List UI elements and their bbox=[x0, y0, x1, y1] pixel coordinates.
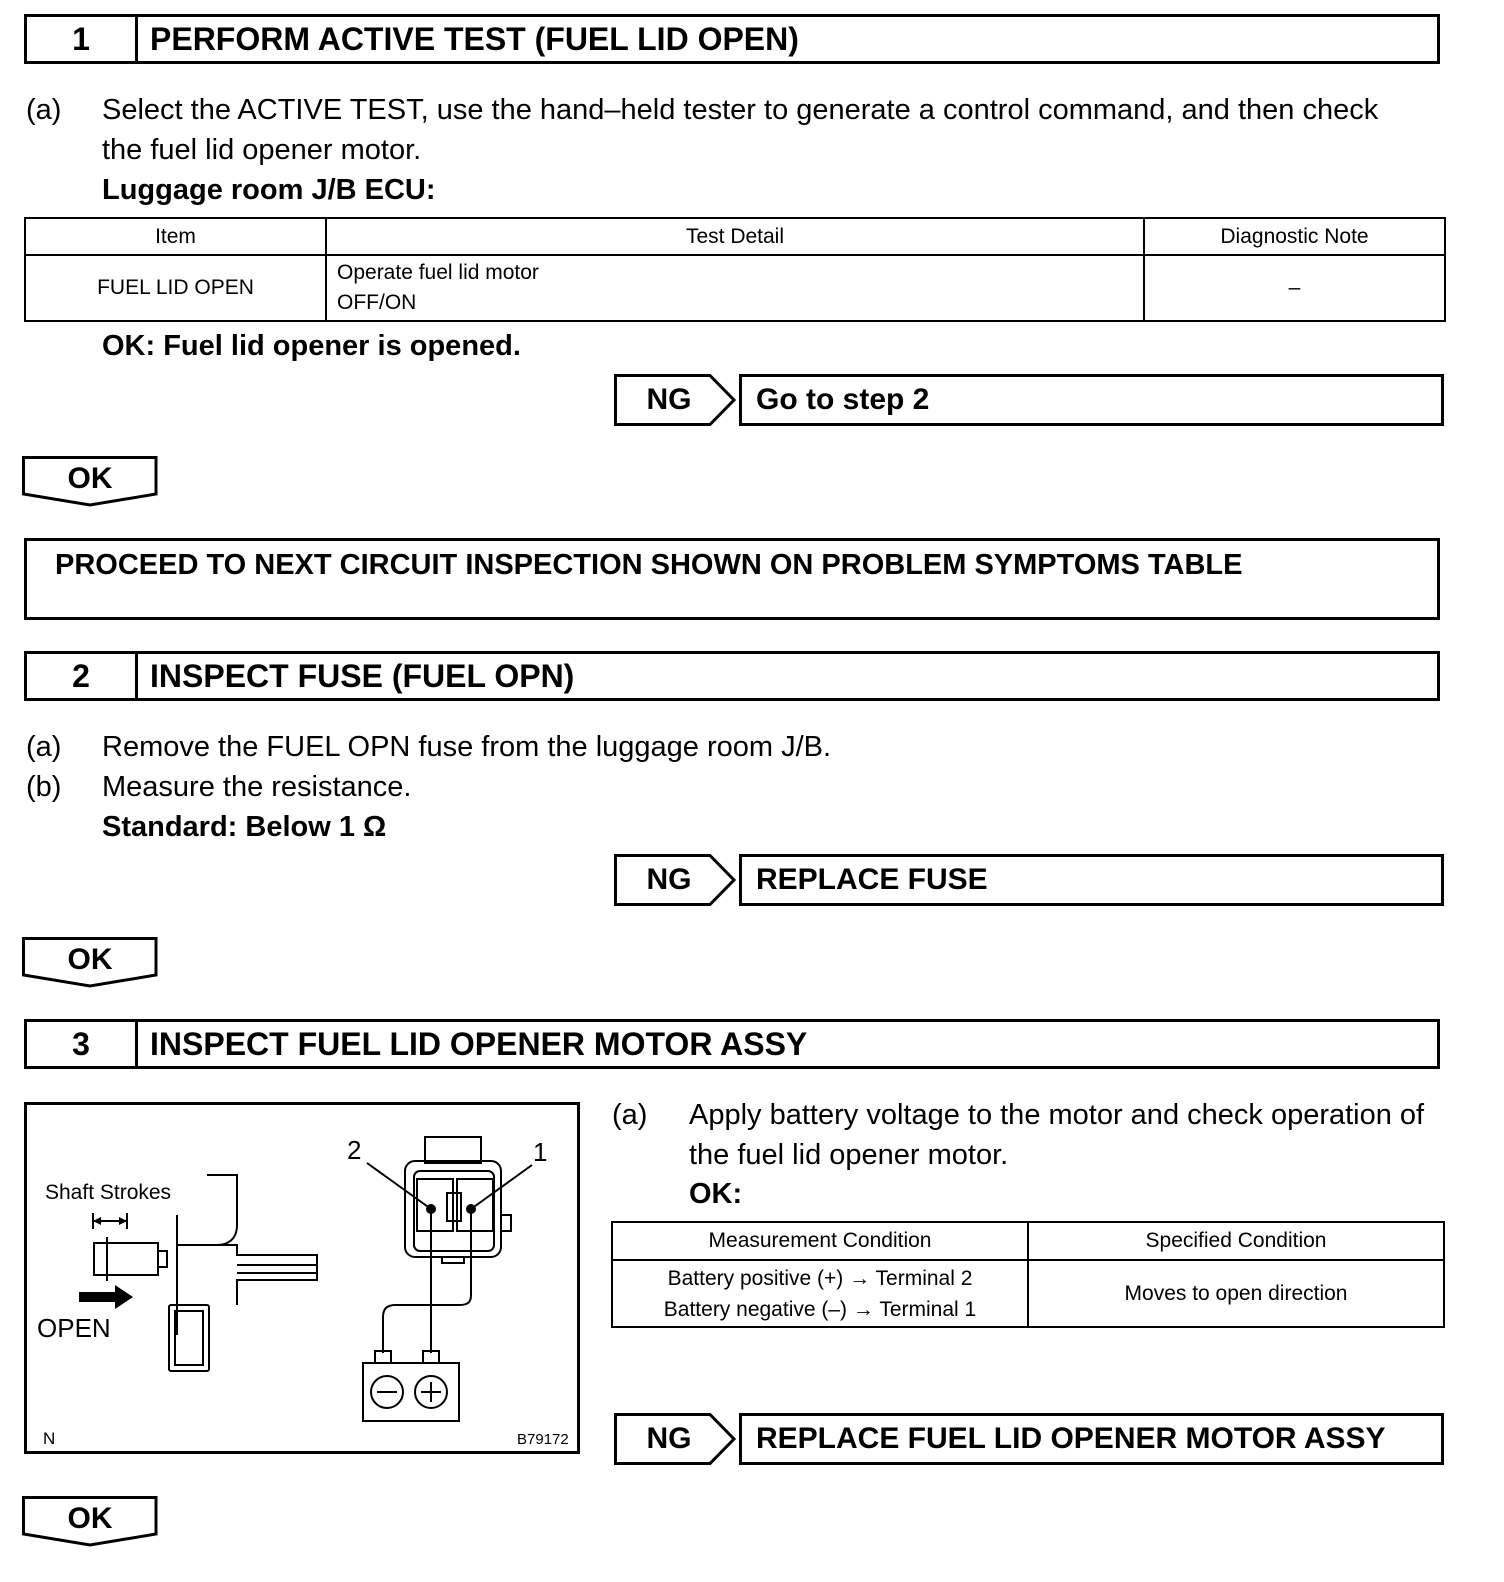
subheading: Luggage room J/B ECU: bbox=[102, 174, 436, 206]
ok-criteria: OK: Fuel lid opener is opened. bbox=[102, 330, 521, 362]
ng-label: NG bbox=[646, 383, 692, 416]
motor-wiring-figure bbox=[24, 1102, 580, 1454]
item-letter: (b) bbox=[26, 771, 62, 803]
step-title: INSPECT FUEL LID OPENER MOTOR ASSY bbox=[150, 1025, 808, 1062]
step-1-header bbox=[24, 14, 1440, 64]
table-cell-detail bbox=[326, 255, 1144, 321]
table-cell-note: – bbox=[1144, 255, 1445, 321]
table-header: Diagnostic Note bbox=[1144, 218, 1445, 255]
corner-mark: N bbox=[43, 1429, 56, 1448]
active-test-table bbox=[24, 217, 1446, 322]
ng-branch bbox=[614, 854, 1444, 906]
instruction-line: Remove the FUEL OPN fuse from the luggage room J/B. bbox=[102, 731, 832, 763]
shaft-strokes-label: Shaft Strokes bbox=[45, 1181, 172, 1204]
step-3-header bbox=[24, 1019, 1440, 1069]
instruction-line: the fuel lid opener motor. bbox=[102, 134, 422, 166]
condition-line: Battery negative (–) → Terminal 1 bbox=[663, 1297, 977, 1321]
step-title: PERFORM ACTIVE TEST (FUEL LID OPEN) bbox=[150, 20, 799, 57]
instruction-line: Apply battery voltage to the motor and check operation of bbox=[689, 1099, 1425, 1131]
proceed-box: PROCEED TO NEXT CIRCUIT INSPECTION SHOWN ON PROBLEM SYMPTOMS TABLE bbox=[24, 538, 1440, 620]
ok-label: OK bbox=[67, 1502, 113, 1535]
table-header: Item bbox=[25, 218, 326, 255]
terminal-1-label: 1 bbox=[533, 1137, 548, 1167]
ok-label: OK bbox=[67, 462, 113, 495]
table-cell-spec: Moves to open direction bbox=[1028, 1260, 1444, 1327]
item-letter: (a) bbox=[26, 94, 62, 126]
detail-line: OFF/ON bbox=[337, 291, 417, 314]
item-letter: (a) bbox=[612, 1099, 648, 1131]
table-header: Test Detail bbox=[326, 218, 1144, 255]
ok-branch bbox=[22, 456, 160, 508]
motor-operation-table bbox=[611, 1221, 1445, 1328]
table-cell-condition bbox=[612, 1260, 1028, 1327]
table-header: Specified Condition bbox=[1028, 1222, 1444, 1260]
ng-label: NG bbox=[646, 1422, 692, 1455]
ok-heading: OK: bbox=[689, 1178, 743, 1210]
terminal-2-label: 2 bbox=[347, 1135, 362, 1165]
instruction-line: Measure the resistance. bbox=[102, 771, 412, 803]
ok-label: OK bbox=[67, 943, 113, 976]
table-cell-item: FUEL LID OPEN bbox=[25, 255, 326, 321]
condition-line: Battery positive (+) → Terminal 2 bbox=[667, 1266, 973, 1290]
step-number: 1 bbox=[27, 17, 138, 61]
instruction-line: the fuel lid opener motor. bbox=[689, 1139, 1009, 1171]
step-2-header bbox=[24, 651, 1440, 701]
motor-diagram-illustration bbox=[27, 1105, 580, 1454]
table-header: Measurement Condition bbox=[612, 1222, 1028, 1260]
figure-id: B79172 bbox=[517, 1431, 569, 1448]
item-letter: (a) bbox=[26, 731, 62, 763]
ng-action-box: REPLACE FUSE bbox=[739, 854, 1444, 906]
step-number: 3 bbox=[27, 1022, 138, 1066]
ng-branch bbox=[614, 374, 1444, 426]
open-label: OPEN bbox=[37, 1313, 111, 1343]
instruction-line: Select the ACTIVE TEST, use the hand–held tester to generate a control command, and then check bbox=[102, 94, 1379, 126]
ok-branch bbox=[22, 1496, 160, 1548]
ng-label: NG bbox=[646, 863, 692, 896]
ng-branch bbox=[614, 1413, 1444, 1465]
ok-branch bbox=[22, 937, 160, 989]
step-title: INSPECT FUSE (FUEL OPN) bbox=[150, 657, 575, 694]
ng-action-box: Go to step 2 bbox=[739, 374, 1444, 426]
detail-line: Operate fuel lid motor bbox=[337, 261, 539, 284]
standard-value: Standard: Below 1 Ω bbox=[102, 811, 387, 843]
ng-action-box: REPLACE FUEL LID OPENER MOTOR ASSY bbox=[739, 1413, 1444, 1465]
step-number: 2 bbox=[27, 654, 138, 698]
